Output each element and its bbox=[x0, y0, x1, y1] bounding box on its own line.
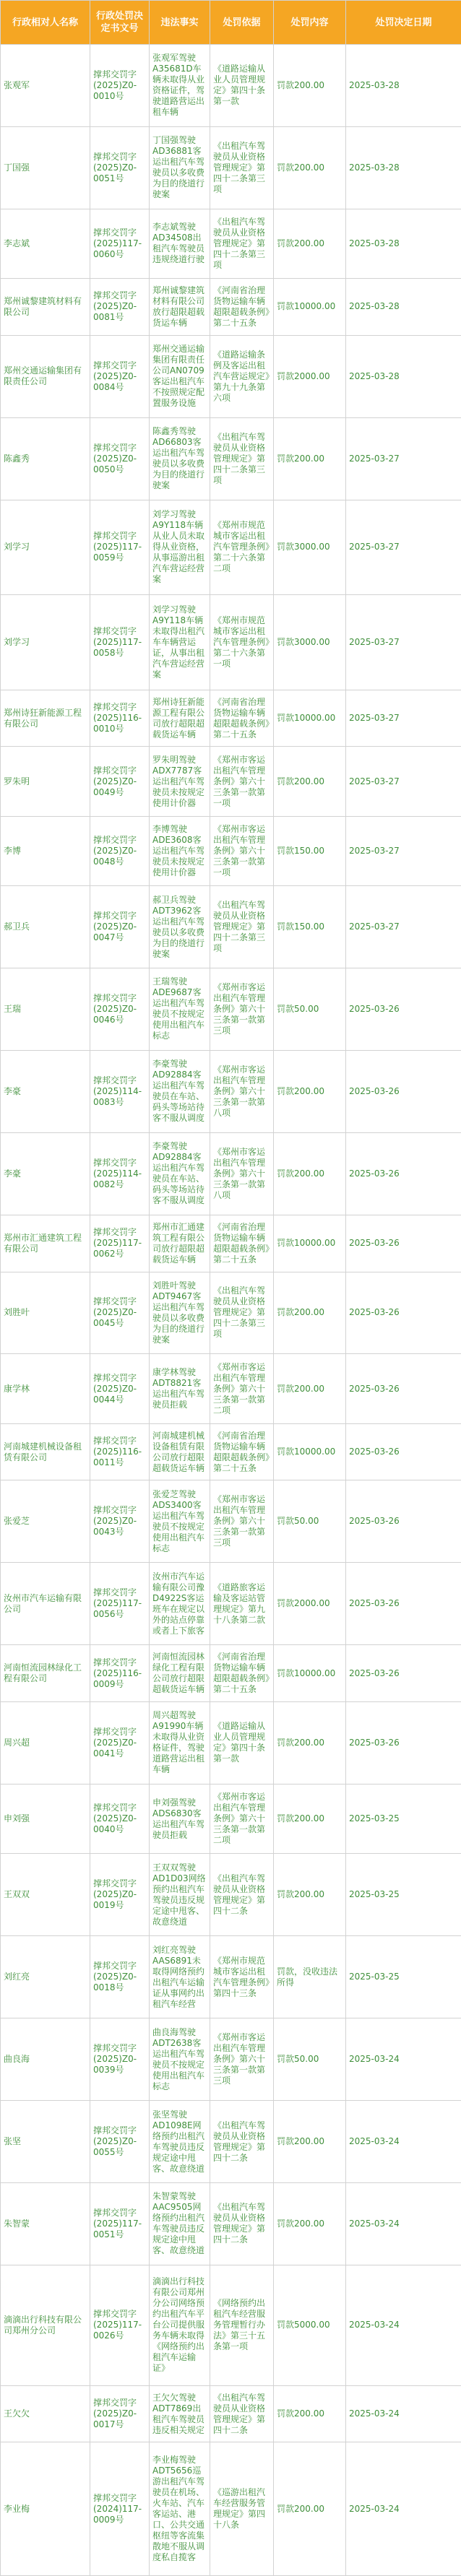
cell-party-name: 李志斌 bbox=[1, 209, 90, 278]
cell-decision-number: 撑邦交罚字(2025)Z0-0081号 bbox=[90, 279, 150, 336]
cell-penalty-basis: 《出租汽车驾驶员从业资格管理规定》第四十二条 bbox=[210, 2183, 274, 2265]
cell-penalty-basis: 《网络预约出租汽车经营服务管理暂行办法》第三十五条第一项 bbox=[210, 2265, 274, 2385]
cell-penalty-content: 罚款200.00 bbox=[274, 209, 346, 278]
cell-decision-date: 2025-03-28 bbox=[346, 335, 461, 417]
cell-violation-fact: 曲良海驾驶ADT2638客运出租汽车驾驶员不按规定使用出租汽车标志 bbox=[150, 2018, 210, 2101]
cell-violation-fact: 郝卫兵驾驶ADT3962客运出租汽车驾驶员以多收费为目的绕道行驶案 bbox=[150, 886, 210, 968]
header-decision-number: 行政处罚决定书文号 bbox=[90, 1, 150, 45]
table-row bbox=[1, 1215, 461, 1272]
cell-decision-number: 撑邦交罚字(2025)116-0009号 bbox=[90, 1645, 150, 1702]
table-row bbox=[1, 1702, 461, 1784]
cell-violation-fact: 张坚驾驶AD1098E网络预约出租汽车驾驶员违反规定途中甩客、故意绕道 bbox=[150, 2101, 210, 2183]
cell-decision-number: 撑邦交罚字(2025)Z0-0010号 bbox=[90, 45, 150, 126]
cell-party-name: 李豪 bbox=[1, 1132, 90, 1215]
table-row bbox=[1, 968, 461, 1051]
cell-party-name: 罗朱明 bbox=[1, 747, 90, 816]
cell-party-name: 曲良海 bbox=[1, 2018, 90, 2101]
cell-party-name: 郝卫兵 bbox=[1, 886, 90, 968]
cell-violation-fact: 李博驾驶ADE3608客运出租汽车驾驶员未按规定使用计价器 bbox=[150, 816, 210, 885]
cell-decision-number: 撑邦交罚字(2025)Z0-0040号 bbox=[90, 1784, 150, 1853]
cell-decision-date: 2025-03-27 bbox=[346, 500, 461, 595]
cell-violation-fact: 郑州交通运输集团有限责任公司AN0709客运出租汽车不按照规定配置服务设施 bbox=[150, 335, 210, 417]
table-row bbox=[1, 2265, 461, 2385]
penalty-table bbox=[0, 45, 461, 2576]
table-row bbox=[1, 2442, 461, 2576]
cell-penalty-content: 罚款50.00 bbox=[274, 968, 346, 1051]
cell-penalty-basis: 《出租汽车驾驶员从业资格管理规定》第四十二条 bbox=[210, 2385, 274, 2442]
cell-penalty-basis: 《郑州市客运出租汽车管理条例》第六十三条第一款第三项 bbox=[210, 968, 274, 1051]
cell-violation-fact: 康学林驾驶ADT8821客运出租汽车驾驶员拒载 bbox=[150, 1354, 210, 1423]
cell-party-name: 郑州诗狂新能源工程有限公司 bbox=[1, 690, 90, 747]
cell-penalty-content: 罚款10000.00 bbox=[274, 1645, 346, 1702]
cell-penalty-content: 罚款200.00 bbox=[274, 2183, 346, 2265]
cell-decision-date: 2025-03-27 bbox=[346, 595, 461, 690]
table-row bbox=[1, 595, 461, 690]
cell-decision-number: 撑邦交罚字(2025)116-0010号 bbox=[90, 690, 150, 747]
table-row bbox=[1, 2385, 461, 2442]
table-row bbox=[1, 747, 461, 816]
table-row bbox=[1, 1050, 461, 1132]
cell-decision-date: 2025-03-25 bbox=[346, 1784, 461, 1853]
cell-violation-fact: 李业梅驾驶ADT5656巡游出租汽车驾驶员在机场、火车站、汽车客运站、港口、公共交通枢纽等客流集散地不服从调度私自揽客 bbox=[150, 2442, 210, 2576]
table-row bbox=[1, 45, 461, 126]
cell-decision-date: 2025-03-27 bbox=[346, 417, 461, 500]
cell-decision-number: 撑邦交罚字(2025)117-0056号 bbox=[90, 1563, 150, 1645]
cell-violation-fact: 汝州市汽车运输有限公司豫D4922S客运班车在规定以外的站点停靠或者上下旅客 bbox=[150, 1563, 210, 1645]
cell-party-name: 李业梅 bbox=[1, 2442, 90, 2576]
cell-decision-number: 撑邦交罚字(2025)Z0-0044号 bbox=[90, 1354, 150, 1423]
cell-party-name: 张观军 bbox=[1, 45, 90, 126]
cell-penalty-basis: 《出租汽车驾驶员从业资格管理规定》第四十二条第三项 bbox=[210, 209, 274, 278]
cell-party-name: 王双双 bbox=[1, 1854, 90, 1936]
cell-penalty-basis: 《郑州市规范城市客运出租汽车管理条例》第二十六条第一项 bbox=[210, 595, 274, 690]
cell-decision-number: 撑邦交罚字(2025)117-0060号 bbox=[90, 209, 150, 278]
cell-penalty-basis: 《郑州市客运出租汽车管理条例》第六十三条第一款第八项 bbox=[210, 1132, 274, 1215]
cell-party-name: 王瑞 bbox=[1, 968, 90, 1051]
cell-penalty-content: 罚款2000.00 bbox=[274, 335, 346, 417]
cell-violation-fact: 郑州诗狂新能源工程有限公司放行超限超载货运车辆 bbox=[150, 690, 210, 747]
cell-penalty-basis: 《出租汽车驾驶员从业资格管理规定》第四十二条第三项 bbox=[210, 886, 274, 968]
cell-party-name: 郑州市汇通建筑工程有限公司 bbox=[1, 1215, 90, 1272]
cell-decision-number: 撑邦交罚字(2025)Z0-0084号 bbox=[90, 335, 150, 417]
cell-penalty-content: 罚款200.00 bbox=[274, 2442, 346, 2576]
table-row bbox=[1, 1854, 461, 1936]
cell-decision-number: 撑邦交罚字(2025)Z0-0046号 bbox=[90, 968, 150, 1051]
cell-decision-number: 撑邦交罚字(2025)Z0-0049号 bbox=[90, 747, 150, 816]
table-row bbox=[1, 1936, 461, 2018]
cell-decision-date: 2025-03-28 bbox=[346, 279, 461, 336]
table-row bbox=[1, 1272, 461, 1354]
table-row bbox=[1, 500, 461, 595]
table-row bbox=[1, 1480, 461, 1563]
cell-violation-fact: 滴滴出行科技有限公司郑州分公司网络预约出租汽车平台公司提供服务车辆未取得《网络预约出租汽车运输证》 bbox=[150, 2265, 210, 2385]
cell-decision-number: 撑邦交罚字(2025)Z0-0019号 bbox=[90, 1854, 150, 1936]
table-row bbox=[1, 1645, 461, 1702]
cell-violation-fact: 张爱芝驾驶ADS3400客运出租汽车驾驶员不按规定使用出租汽车标志 bbox=[150, 1480, 210, 1563]
cell-penalty-basis: 《郑州市客运出租汽车管理条例》第六十三条第一款第一项 bbox=[210, 747, 274, 816]
cell-party-name: 河南恒流园林绿化工程有限公司 bbox=[1, 1645, 90, 1702]
cell-penalty-content: 罚款200.00 bbox=[274, 1050, 346, 1132]
cell-decision-date: 2025-03-28 bbox=[346, 45, 461, 126]
cell-decision-number: 撑邦交罚字(2025)Z0-0048号 bbox=[90, 816, 150, 885]
cell-decision-number: 撑邦交罚字(2025)117-0026号 bbox=[90, 2265, 150, 2385]
cell-decision-number: 撑邦交罚字(2025)Z0-0051号 bbox=[90, 126, 150, 209]
cell-penalty-basis: 《郑州市规范城市客运出租汽车管理条例》第四十三条 bbox=[210, 1936, 274, 2018]
cell-penalty-content: 罚款200.00 bbox=[274, 1784, 346, 1853]
cell-decision-number: 撑邦交罚字(2025)114-0083号 bbox=[90, 1050, 150, 1132]
cell-penalty-content: 罚款10000.00 bbox=[274, 690, 346, 747]
cell-decision-date: 2025-03-24 bbox=[346, 2265, 461, 2385]
cell-party-name: 丁国强 bbox=[1, 126, 90, 209]
cell-penalty-content: 罚款10000.00 bbox=[274, 1215, 346, 1272]
cell-penalty-basis: 《道路运输从业人员管理规定》第四十条第一款 bbox=[210, 1702, 274, 1784]
cell-party-name: 刘学习 bbox=[1, 500, 90, 595]
cell-violation-fact: 陈鑫秀驾驶AD66803客运出租汽车驾驶员以多收费为目的绕道行驶案 bbox=[150, 417, 210, 500]
cell-penalty-content: 罚款200.00 bbox=[274, 2385, 346, 2442]
cell-penalty-basis: 《河南省治理货物运输车辆超限超载条例》第二十五条 bbox=[210, 1645, 274, 1702]
cell-penalty-basis: 《郑州市客运出租汽车管理条例》第六十三条第一款第三项 bbox=[210, 1480, 274, 1563]
cell-penalty-basis: 《出租汽车驾驶员从业资格管理规定》第四十二条第三项 bbox=[210, 417, 274, 500]
cell-penalty-content: 罚款200.00 bbox=[274, 126, 346, 209]
cell-violation-fact: 河南恒流园林绿化工程有限公司放行超限超载货运车辆 bbox=[150, 1645, 210, 1702]
table-row bbox=[1, 2101, 461, 2183]
cell-party-name: 李博 bbox=[1, 816, 90, 885]
cell-penalty-content: 罚款200.00 bbox=[274, 45, 346, 126]
cell-penalty-basis: 《河南省治理货物运输车辆超限超载条例》第二十五条 bbox=[210, 1423, 274, 1480]
cell-decision-number: 撑邦交罚字(2025)114-0082号 bbox=[90, 1132, 150, 1215]
cell-decision-date: 2025-03-28 bbox=[346, 126, 461, 209]
cell-penalty-basis: 《道路旅客运输及客运站管理规定》第九十八条第二款 bbox=[210, 1563, 274, 1645]
cell-party-name: 朱智蒙 bbox=[1, 2183, 90, 2265]
cell-violation-fact: 朱智蒙驾驶AAC9505网络预约出租汽车驾驶员违反规定途中甩客、故意绕道 bbox=[150, 2183, 210, 2265]
cell-decision-number: 撑邦交罚字(2025)Z0-0043号 bbox=[90, 1480, 150, 1563]
header-decision-date: 处罚决定日期 bbox=[346, 1, 461, 45]
cell-party-name: 王欠欠 bbox=[1, 2385, 90, 2442]
cell-party-name: 刘红亮 bbox=[1, 1936, 90, 2018]
cell-penalty-basis: 《郑州市规范城市客运出租汽车管理条例》第二十六条第二项 bbox=[210, 500, 274, 595]
cell-violation-fact: 刘红亮驾驶AAS6891未取得网络预约出租汽车运输证从事网约出租汽车经营 bbox=[150, 1936, 210, 2018]
cell-decision-date: 2025-03-24 bbox=[346, 2385, 461, 2442]
cell-penalty-content: 罚款50.00 bbox=[274, 2018, 346, 2101]
cell-decision-date: 2025-03-24 bbox=[346, 2183, 461, 2265]
cell-party-name: 刘学习 bbox=[1, 595, 90, 690]
cell-penalty-content: 罚款，没收违法所得 bbox=[274, 1936, 346, 2018]
cell-decision-date: 2025-03-28 bbox=[346, 209, 461, 278]
cell-violation-fact: 李豪驾驶AD92884客运出租汽车驾驶员在车站、码头等场站待客不服从调度 bbox=[150, 1050, 210, 1132]
cell-decision-date: 2025-03-25 bbox=[346, 1936, 461, 2018]
cell-penalty-content: 罚款200.00 bbox=[274, 747, 346, 816]
table-row bbox=[1, 1132, 461, 1215]
cell-penalty-basis: 《郑州市客运出租汽车管理条例》第六十三条第一款第二项 bbox=[210, 1784, 274, 1853]
cell-decision-date: 2025-03-26 bbox=[346, 968, 461, 1051]
cell-penalty-basis: 《郑州市客运出租汽车管理条例》第六十三条第一款第三项 bbox=[210, 2018, 274, 2101]
table-row bbox=[1, 126, 461, 209]
cell-penalty-content: 罚款3000.00 bbox=[274, 595, 346, 690]
cell-decision-date: 2025-03-26 bbox=[346, 1563, 461, 1645]
cell-decision-number: 撑邦交罚字(2025)Z0-0047号 bbox=[90, 886, 150, 968]
cell-violation-fact: 李豪驾驶AD92884客运出租汽车驾驶员在车站、码头等场站待客不服从调度 bbox=[150, 1132, 210, 1215]
cell-violation-fact: 王欠欠驾驶ADT7869出租汽车驾驶员违反相关规定 bbox=[150, 2385, 210, 2442]
table-row bbox=[1, 816, 461, 885]
table-row bbox=[1, 279, 461, 336]
cell-violation-fact: 周兴超驾驶A91990车辆未取得从业资格证件，驾驶道路营运出租车辆 bbox=[150, 1702, 210, 1784]
table-row bbox=[1, 209, 461, 278]
cell-penalty-basis: 《郑州市客运出租汽车管理条例》第六十三条第一款第二项 bbox=[210, 1354, 274, 1423]
cell-penalty-basis: 《巡游出租汽车经营服务管理规定》第四十八条 bbox=[210, 2442, 274, 2576]
cell-penalty-basis: 《出租汽车驾驶员从业资格管理规定》第四十二条第三项 bbox=[210, 1272, 274, 1354]
cell-penalty-basis: 《出租汽车驾驶员从业资格管理规定》第四十二条 bbox=[210, 1854, 274, 1936]
cell-violation-fact: 刘胜叶驾驶ADT9467客运出租汽车驾驶员以多收费为目的绕道行驶案 bbox=[150, 1272, 210, 1354]
cell-decision-number: 撑邦交罚字(2025)117-0058号 bbox=[90, 595, 150, 690]
cell-decision-date: 2025-03-26 bbox=[346, 1215, 461, 1272]
cell-decision-number: 撑邦交罚字(2025)Z0-0041号 bbox=[90, 1702, 150, 1784]
cell-violation-fact: 申刘强驾驶ADS6830客运出租汽车驾驶员拒载 bbox=[150, 1784, 210, 1853]
cell-penalty-content: 罚款200.00 bbox=[274, 2101, 346, 2183]
cell-penalty-basis: 《郑州市客运出租汽车管理条例》第六十三条第一款第一项 bbox=[210, 816, 274, 885]
cell-violation-fact: 李志斌驾驶AD34508出租汽车驾驶员违规绕道行驶 bbox=[150, 209, 210, 278]
table-row bbox=[1, 2018, 461, 2101]
table-header bbox=[0, 0, 461, 45]
cell-decision-date: 2025-03-25 bbox=[346, 1854, 461, 1936]
cell-party-name: 陈鑫秀 bbox=[1, 417, 90, 500]
cell-decision-date: 2025-03-27 bbox=[346, 816, 461, 885]
cell-violation-fact: 王双双驾驶AD1D03网络预约出租汽车驾驶员违反规定途中甩客、故意绕道 bbox=[150, 1854, 210, 1936]
header-party-name: 行政相对人名称 bbox=[1, 1, 90, 45]
cell-party-name: 汝州市汽车运输有限公司 bbox=[1, 1563, 90, 1645]
cell-violation-fact: 郑州诚黎建筑材料有限公司放行超限超载货运车辆 bbox=[150, 279, 210, 336]
cell-penalty-basis: 《河南省治理货物运输车辆超限超载条例》第二十五条 bbox=[210, 279, 274, 336]
cell-party-name: 李豪 bbox=[1, 1050, 90, 1132]
cell-decision-number: 撑邦交罚字(2025)Z0-0050号 bbox=[90, 417, 150, 500]
cell-decision-date: 2025-03-26 bbox=[346, 1702, 461, 1784]
header-violation-fact: 违法事实 bbox=[150, 1, 210, 45]
header-row bbox=[1, 1, 461, 45]
cell-penalty-content: 罚款3000.00 bbox=[274, 500, 346, 595]
cell-penalty-content: 罚款200.00 bbox=[274, 1854, 346, 1936]
table-row bbox=[1, 690, 461, 747]
cell-penalty-content: 罚款200.00 bbox=[274, 417, 346, 500]
cell-decision-date: 2025-03-26 bbox=[346, 1354, 461, 1423]
table-row bbox=[1, 1423, 461, 1480]
cell-party-name: 滴滴出行科技有限公司郑州分公司 bbox=[1, 2265, 90, 2385]
cell-violation-fact: 丁国强驾驶AD36881客运出租汽车驾驶员以多收费为目的绕道行驶案 bbox=[150, 126, 210, 209]
header-penalty-content: 处罚内容 bbox=[274, 1, 346, 45]
cell-party-name: 张爱芝 bbox=[1, 1480, 90, 1563]
cell-party-name: 河南城建机械设备租赁有限公司 bbox=[1, 1423, 90, 1480]
table-row bbox=[1, 417, 461, 500]
cell-decision-date: 2025-03-26 bbox=[346, 1050, 461, 1132]
cell-decision-date: 2025-03-27 bbox=[346, 747, 461, 816]
cell-party-name: 康学林 bbox=[1, 1354, 90, 1423]
cell-penalty-content: 罚款150.00 bbox=[274, 816, 346, 885]
cell-violation-fact: 刘学习驾驶A9Y118车辆从业人员未取得从业资格，从事巡游出租汽车营运经营案 bbox=[150, 500, 210, 595]
cell-violation-fact: 刘学习驾驶A9Y118车辆未取得出租汽车车辆营运证，从事出租汽车营运经营案 bbox=[150, 595, 210, 690]
cell-decision-number: 撑邦交罚字(2025)Z0-0017号 bbox=[90, 2385, 150, 2442]
cell-decision-date: 2025-03-24 bbox=[346, 2442, 461, 2576]
table-row bbox=[1, 1354, 461, 1423]
table-row bbox=[1, 2183, 461, 2265]
cell-penalty-content: 罚款200.00 bbox=[274, 1702, 346, 1784]
cell-penalty-basis: 《出租汽车驾驶员从业资格管理规定》第四十二条第三项 bbox=[210, 126, 274, 209]
cell-decision-number: 撑邦交罚字(2025)Z0-0045号 bbox=[90, 1272, 150, 1354]
cell-decision-number: 撑邦交罚字(2025)116-0011号 bbox=[90, 1423, 150, 1480]
cell-decision-number: 撑邦交罚字(2025)Z0-0039号 bbox=[90, 2018, 150, 2101]
cell-penalty-basis: 《河南省治理货物运输车辆超限超载条例》第二十五条 bbox=[210, 1215, 274, 1272]
cell-party-name: 郑州诚黎建筑材料有限公司 bbox=[1, 279, 90, 336]
cell-violation-fact: 郑州市汇通建筑工程有限公司放行超限超载货运车辆 bbox=[150, 1215, 210, 1272]
table-row bbox=[1, 886, 461, 968]
cell-penalty-basis: 《出租汽车驾驶员从业资格管理规定》第四十二条 bbox=[210, 2101, 274, 2183]
cell-decision-date: 2025-03-26 bbox=[346, 1480, 461, 1563]
cell-decision-number: 撑邦交罚字(2025)Z0-0055号 bbox=[90, 2101, 150, 2183]
cell-violation-fact: 罗朱明驾驶ADX7787客运出租汽车驾驶员未按规定使用计价器 bbox=[150, 747, 210, 816]
cell-penalty-content: 罚款200.00 bbox=[274, 1272, 346, 1354]
cell-party-name: 郑州交通运输集团有限责任公司 bbox=[1, 335, 90, 417]
table-row bbox=[1, 335, 461, 417]
cell-party-name: 刘胜叶 bbox=[1, 1272, 90, 1354]
cell-decision-number: 撑邦交罚字(2025)Z0-0018号 bbox=[90, 1936, 150, 2018]
cell-penalty-content: 罚款2000.00 bbox=[274, 1563, 346, 1645]
cell-decision-date: 2025-03-26 bbox=[346, 1272, 461, 1354]
table-row bbox=[1, 1563, 461, 1645]
cell-party-name: 张坚 bbox=[1, 2101, 90, 2183]
cell-penalty-content: 罚款150.00 bbox=[274, 886, 346, 968]
table-row bbox=[1, 1784, 461, 1853]
cell-penalty-content: 罚款10000.00 bbox=[274, 279, 346, 336]
header-penalty-basis: 处罚依据 bbox=[210, 1, 274, 45]
cell-penalty-basis: 《道路运输条例及客运出租汽车营运规定》第九十九条第六项 bbox=[210, 335, 274, 417]
cell-party-name: 申刘强 bbox=[1, 1784, 90, 1853]
cell-decision-number: 撑邦交罚字(2025)117-0062号 bbox=[90, 1215, 150, 1272]
cell-violation-fact: 张观军驾驶A35681D车辆未取得从业资格证件，驾驶道路营运出租车辆 bbox=[150, 45, 210, 126]
cell-penalty-content: 罚款200.00 bbox=[274, 1132, 346, 1215]
cell-penalty-basis: 《郑州市客运出租汽车管理条例》第六十三条第一款第八项 bbox=[210, 1050, 274, 1132]
cell-penalty-content: 罚款50.00 bbox=[274, 1480, 346, 1563]
cell-penalty-content: 罚款5000.00 bbox=[274, 2265, 346, 2385]
cell-decision-number: 撑邦交罚字(2024)117-0009号 bbox=[90, 2442, 150, 2576]
cell-decision-number: 撑邦交罚字(2025)117-0051号 bbox=[90, 2183, 150, 2265]
cell-penalty-content: 罚款200.00 bbox=[274, 1354, 346, 1423]
cell-decision-date: 2025-03-27 bbox=[346, 690, 461, 747]
cell-party-name: 周兴超 bbox=[1, 1702, 90, 1784]
cell-penalty-basis: 《河南省治理货物运输车辆超限超载条例》第二十五条 bbox=[210, 690, 274, 747]
cell-decision-date: 2025-03-24 bbox=[346, 2018, 461, 2101]
cell-violation-fact: 河南城建机械设备租赁有限公司放行超限超载货运车辆 bbox=[150, 1423, 210, 1480]
table-body bbox=[1, 45, 461, 2576]
cell-decision-date: 2025-03-26 bbox=[346, 1645, 461, 1702]
cell-penalty-basis: 《道路运输从业人员管理规定》第四十条第一款 bbox=[210, 45, 274, 126]
cell-decision-date: 2025-03-24 bbox=[346, 2101, 461, 2183]
cell-decision-number: 撑邦交罚字(2025)117-0059号 bbox=[90, 500, 150, 595]
cell-decision-date: 2025-03-26 bbox=[346, 1423, 461, 1480]
cell-decision-date: 2025-03-27 bbox=[346, 886, 461, 968]
cell-penalty-content: 罚款10000.00 bbox=[274, 1423, 346, 1480]
cell-violation-fact: 王瑞驾驶ADE9687客运出租汽车驾驶员不按规定使用出租汽车标志 bbox=[150, 968, 210, 1051]
cell-decision-date: 2025-03-26 bbox=[346, 1132, 461, 1215]
